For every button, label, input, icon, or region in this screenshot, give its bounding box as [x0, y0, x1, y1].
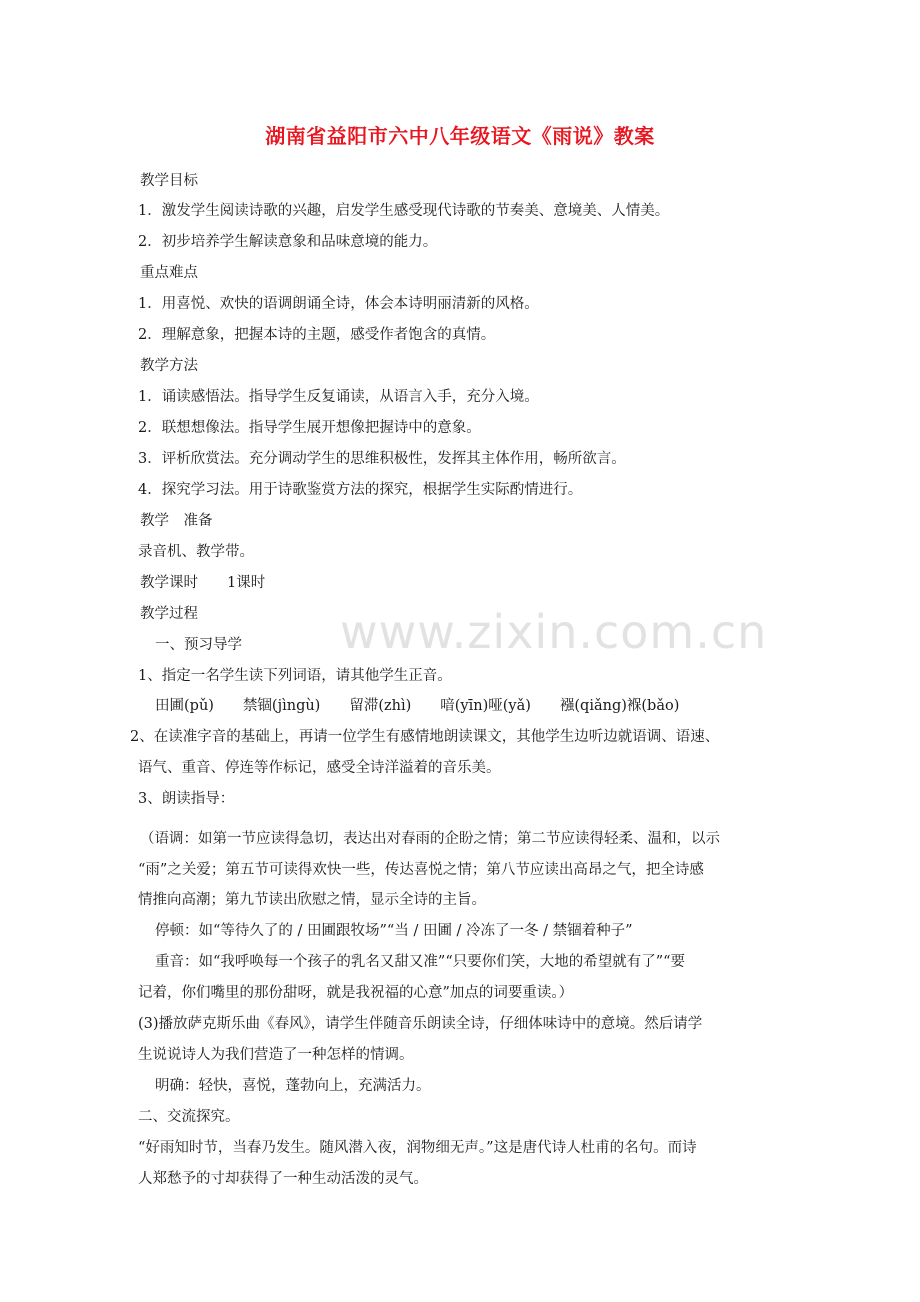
pinyin-line: 田圃(pǔ) 禁锢(jìngù) 留滞(zhì) 喑(yīn)哑(yǎ) 襁(qiǎng)褓(bǎo)	[155, 698, 680, 714]
paragraph-line: 人郑愁予的寸却获得了一种生动活泼的灵气。	[138, 1171, 428, 1187]
paragraph-line: 1．诵读感悟法。指导学生反复诵读，从语言入手，充分入境。	[138, 389, 539, 405]
paragraph-line: 1．用喜悦、欢快的语调朗诵全诗，体会本诗明丽清新的风格。	[138, 296, 539, 312]
paragraph-line: 2．理解意象，把握本诗的主题，感受作者饱含的真情。	[138, 327, 496, 343]
paragraph-line: （语调：如第一节应读得急切，表达出对春雨的企盼之情；第二节应读得轻柔、温和，以示	[140, 831, 720, 847]
paragraph-line: 记着，你们嘴里的那份甜呀，就是我祝福的心意”加点的词要重读。）	[138, 985, 574, 1001]
paragraph-line: 录音机、教学带。	[138, 544, 254, 560]
page-title: 湖南省益阳市六中八年级语文《雨说》教案	[265, 124, 655, 148]
subsection-heading: 一、预习导学	[155, 637, 242, 653]
paragraph-line: 2、在读准字音的基础上，再请一位学生有感情地朗读课文，其他学生边听边就语调、语速、	[130, 729, 720, 745]
paragraph-line: 1．激发学生阅读诗歌的兴趣，启发学生感受现代诗歌的节奏美、意境美、人情美。	[138, 203, 670, 219]
paragraph-line: 明确：轻快，喜悦，蓬勃向上，充满活力。	[155, 1078, 431, 1094]
section-heading: 教学 准备	[140, 513, 213, 529]
paragraph-line: 3、朗读指导：	[138, 791, 235, 807]
paragraph-line: “好雨知时节，当春乃发生。随风潜入夜，润物细无声。”这是唐代诗人杜甫的名句。而诗	[138, 1140, 697, 1156]
section-heading: 教学方法	[140, 358, 198, 374]
paragraph-line: 情推向高潮；第九节读出欣慰之情，显示全诗的主旨。	[138, 892, 486, 908]
paragraph-line: 语气、重音、停连等作标记，感受全诗洋溢着的音乐美。	[138, 760, 501, 776]
section-heading: 重点难点	[140, 265, 198, 281]
paragraph-line: 2．联想想像法。指导学生展开想像把握诗中的意象。	[138, 420, 481, 436]
paragraph-line: 重音：如“我呼唤每一个孩子的乳名又甜又准”“只要你们笑，大地的希望就有了”“要	[155, 954, 686, 970]
watermark: www.zixin.com.cn	[340, 605, 768, 659]
paragraph-line: 1、指定一名学生读下列词语，请其他学生正音。	[138, 668, 452, 684]
section-heading: 二、交流探究。	[138, 1109, 240, 1125]
paragraph-line: 停顿：如“等待久了的 / 田圃跟牧场”“当 / 田圃 / 冷冻了一冬 / 禁锢着种子”	[155, 923, 633, 939]
paragraph-line: 4．探究学习法。用于诗歌鉴赏方法的探究，根据学生实际酌情进行。	[138, 482, 583, 498]
section-heading: 教学目标	[140, 173, 198, 189]
paragraph-line: “雨”之关爱；第五节可读得欢快一些，传达喜悦之情；第八节应读出高昂之气，把全诗感	[138, 862, 704, 878]
section-heading: 教学课时 1课时	[140, 575, 266, 591]
paragraph-line: 生说说诗人为我们营造了一种怎样的情调。	[138, 1047, 414, 1063]
paragraph-line: 2．初步培养学生解读意象和品味意境的能力。	[138, 234, 438, 250]
section-heading: 教学过程	[140, 606, 198, 622]
paragraph-line: 3．评析欣赏法。充分调动学生的思维积极性，发挥其主体作用，畅所欲言。	[138, 451, 626, 467]
paragraph-line: (3)播放萨克斯乐曲《春风》，请学生伴随音乐朗读全诗，仔细体味诗中的意境。然后请学	[138, 1016, 703, 1032]
